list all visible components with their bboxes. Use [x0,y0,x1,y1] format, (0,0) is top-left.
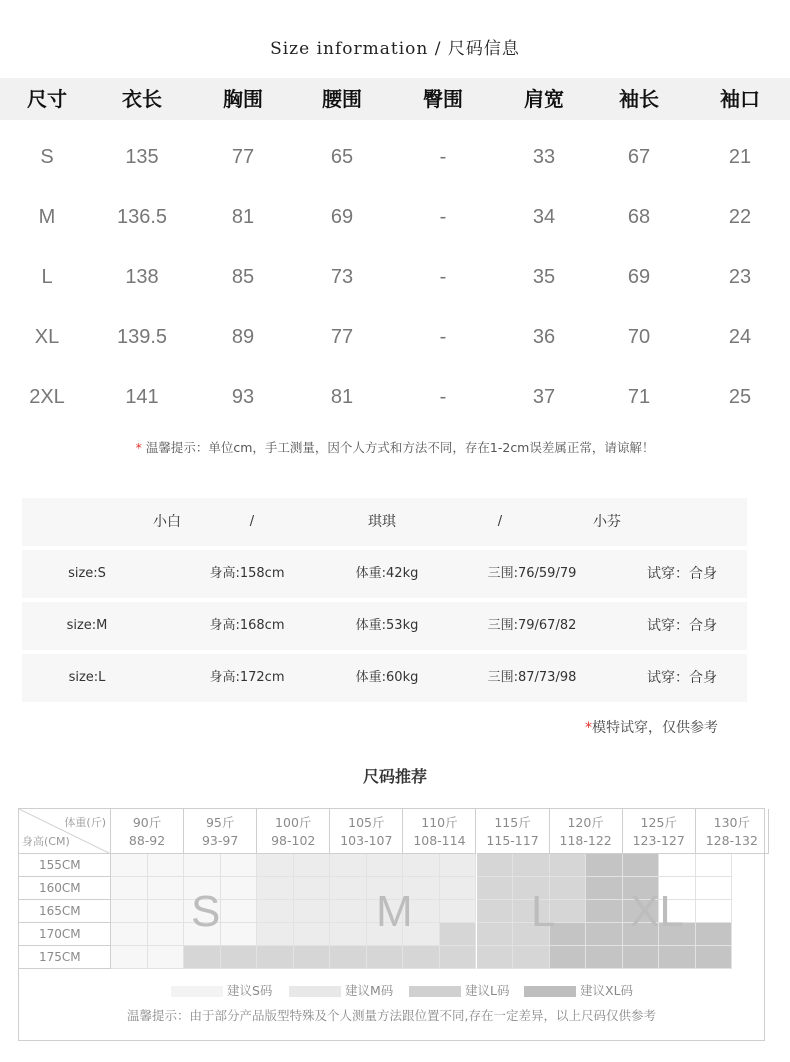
grid-cell-m [294,900,331,923]
grid-cell-xl [586,900,623,923]
model-note-text: 模特试穿，仅供参考 [592,720,718,736]
model-fit-table [22,498,747,701]
model-weight: 体重:42kg [355,566,419,581]
grid-cell-empty [659,854,696,877]
size-row [0,307,790,367]
weight-range: 93-97 [201,833,239,848]
cell-sleeve-length: 71 [627,386,651,408]
cell-bust: 89 [231,326,255,348]
grid-cell-xl [586,877,623,900]
grid-cell-m [367,854,404,877]
grid-cell-l [440,923,477,946]
grid-cell-l [513,854,550,877]
cell-waist: 73 [330,266,354,288]
grid-cell-l [330,946,367,969]
header-hip: 臀围 [423,87,463,111]
legend-swatch-m [289,986,341,997]
model-row [22,654,747,702]
grid-cell-m [294,854,331,877]
model-note [585,717,718,737]
header-waist: 腰围 [322,87,362,111]
grid-cell-empty [696,900,733,923]
cell-shoulder: 37 [532,386,556,408]
corner-weight-label: 体重(斤) [64,816,106,829]
model-size: size:S [68,566,106,581]
height-label: 155CM [19,854,111,877]
grid-cell-m [257,854,294,877]
model-height: 身高:158cm [209,566,285,581]
weight-jin: 90斤 [132,815,162,830]
model-name-3: 小芬 [593,514,621,530]
grid-cell-s [111,877,148,900]
size-zone-letter: L [531,887,556,936]
cell-length: 135 [125,146,159,168]
cell-bust: 81 [231,206,255,228]
grid-cell-xl [696,946,733,969]
weight-range: 108-114 [413,833,466,848]
corner-height-label: 身高(CM) [22,835,70,848]
model-fit: 试穿：合身 [647,670,717,686]
legend-label-xl: 建议XL码 [580,983,634,998]
weight-jin: 100斤 [275,815,312,830]
grid-corner [19,809,111,854]
model-size: size:L [68,670,106,685]
height-label: 160CM [19,877,111,900]
grid-cell-s [221,923,258,946]
cell-bust: 85 [231,266,255,288]
grid-cell-xl [586,923,623,946]
grid-cell-l [221,946,258,969]
weight-range: 123-127 [632,833,685,848]
grid-cell-l [513,946,550,969]
model-separator-2: / [497,514,503,529]
model-measurements: 三围:79/67/82 [487,618,577,633]
grid-cell-s [221,877,258,900]
weight-range: 115-117 [486,833,539,848]
grid-cell-xl [550,946,587,969]
cell-size: 2XL [29,386,65,408]
cell-waist: 81 [330,386,354,408]
grid-cell-l [477,877,514,900]
cell-shoulder: 33 [532,146,556,168]
height-label: 170CM [19,923,111,946]
grid-cell-m [330,854,367,877]
cell-hip: - [439,146,447,168]
cell-waist: 69 [330,206,354,228]
weight-jin: 120斤 [567,815,604,830]
grid-cell-xl [659,946,696,969]
cell-bust: 77 [231,146,255,168]
grid-cell-m [440,877,477,900]
weight-jin: 115斤 [494,815,531,830]
legend-swatch-l [409,986,461,997]
grid-cell-m [294,923,331,946]
grid-cell-s [184,854,221,877]
grid-cell-l [184,946,221,969]
cell-sleeve-length: 70 [627,326,651,348]
header-cuff: 袖口 [720,87,760,111]
weight-header [403,809,476,854]
grid-cell-l [477,923,514,946]
weight-jin: 110斤 [421,815,458,830]
legend-swatch-xl [524,986,576,997]
size-table-header [0,78,790,120]
measurement-note [0,438,790,456]
size-legend [19,981,764,1001]
grid-cell-xl [623,946,660,969]
size-row [0,247,790,307]
grid-cell-l [257,946,294,969]
cell-shoulder: 34 [532,206,556,228]
cell-length: 138 [125,266,159,288]
size-recommend-chart [18,808,765,1041]
weight-range: 88-92 [128,833,166,848]
size-row [0,187,790,247]
cell-length: 136.5 [116,206,168,228]
cell-cuff: 25 [728,386,752,408]
model-names-row [22,498,747,546]
legend-label-m: 建议M码 [345,983,394,998]
grid-cell-m [330,923,367,946]
cell-hip: - [439,326,447,348]
model-fit: 试穿：合身 [647,618,717,634]
grid-cell-l [477,854,514,877]
cell-waist: 77 [330,326,354,348]
cell-length: 141 [125,386,159,408]
cell-size: M [38,206,56,228]
cell-cuff: 24 [728,326,752,348]
grid-cell-l [403,946,440,969]
cell-sleeve-length: 67 [627,146,651,168]
grid-cell-s [111,923,148,946]
note-text: 温馨提示：单位cm，手工测量，因个人方式和方法不同，存在1-2cm误差属正常，请谅解！ [141,440,655,455]
legend-label-l: 建议L码 [465,983,510,998]
weight-header [477,809,550,854]
grid-cell-m [440,900,477,923]
weight-header [550,809,623,854]
legend-label-s: 建议S码 [227,983,273,998]
note-star: * [135,440,142,455]
grid-cell-l [294,946,331,969]
weight-header [623,809,696,854]
weight-range: 128-132 [705,833,758,848]
size-row [0,127,790,187]
grid-cell-m [257,877,294,900]
weight-range: 103-107 [340,833,393,848]
weight-header [184,809,257,854]
weight-jin: 130斤 [713,815,751,830]
model-separator-1: / [249,514,255,529]
cell-cuff: 21 [728,146,752,168]
cell-waist: 65 [330,146,354,168]
model-height: 身高:168cm [209,618,285,633]
grid-cell-xl [696,923,733,946]
cell-cuff: 23 [728,266,752,288]
weight-range: 118-122 [559,833,612,848]
grid-cell-s [148,923,185,946]
weight-header [257,809,330,854]
grid-cell-m [330,900,367,923]
weight-jin: 95斤 [205,815,235,830]
model-size: size:M [66,618,108,633]
grid-cell-s [148,900,185,923]
header-length: 衣长 [122,87,162,111]
cell-size: XL [34,326,60,348]
cell-sleeve-length: 68 [627,206,651,228]
model-name-1: 小白 [153,514,181,530]
grid-cell-l [477,900,514,923]
grid-cell-l [440,946,477,969]
model-measurements: 三围:76/59/79 [487,566,577,581]
weight-header [330,809,403,854]
header-size: 尺寸 [27,87,67,111]
model-row [22,602,747,650]
grid-cell-l [550,854,587,877]
model-height: 身高:172cm [209,670,285,685]
cell-bust: 93 [231,386,255,408]
weight-jin: 105斤 [348,815,385,830]
grid-cell-m [403,854,440,877]
weight-jin: 125斤 [640,815,677,830]
grid-cell-l [367,946,404,969]
model-weight: 体重:53kg [355,618,419,633]
grid-cell-m [294,877,331,900]
grid-cell-l [477,946,514,969]
grid-cell-s [111,854,148,877]
grid-cell-s [148,946,185,969]
cell-hip: - [439,206,447,228]
cell-shoulder: 35 [532,266,556,288]
legend-swatch-s [171,986,223,997]
grid-cell-empty [696,877,733,900]
grid-cell-xl [586,854,623,877]
recommend-note: 温馨提示：由于部分产品版型特殊及个人测量方法跟位置不同,存在一定差异，以上尺码仅供参考 [127,1008,656,1023]
header-bust: 胸围 [223,87,263,111]
cell-hip: - [439,266,447,288]
grid-cell-m [257,900,294,923]
cell-hip: - [439,386,447,408]
model-row [22,550,747,598]
grid-cell-xl [623,854,660,877]
cell-size: S [40,146,54,168]
recommend-title: 尺码推荐 [362,767,427,786]
weight-header [696,809,769,854]
header-sleeve-length: 袖长 [619,87,659,111]
model-weight: 体重:60kg [355,670,419,685]
model-note-star: * [585,720,592,736]
grid-cell-empty [696,854,733,877]
grid-cell-s [221,900,258,923]
model-name-2: 琪琪 [368,514,396,530]
size-zone-letter: M [376,887,413,936]
size-zone-letter: XL [630,887,684,936]
grid-cell-m [330,877,367,900]
cell-size: L [41,266,53,288]
grid-cell-s [111,900,148,923]
cell-length: 139.5 [116,326,168,348]
model-fit: 试穿：合身 [647,566,717,582]
cell-sleeve-length: 69 [627,266,651,288]
grid-cell-m [257,923,294,946]
grid-cell-s [221,854,258,877]
weight-range: 98-102 [271,833,316,848]
size-info-title: Size information / 尺码信息 [270,39,520,59]
grid-cell-s [111,946,148,969]
grid-cell-xl [586,946,623,969]
size-zone-letter: S [191,887,221,936]
cell-shoulder: 36 [532,326,556,348]
grid-cell-m [440,854,477,877]
cell-cuff: 22 [728,206,752,228]
header-shoulder: 肩宽 [524,87,564,111]
grid-cell-s [148,854,185,877]
model-measurements: 三围:87/73/98 [487,670,577,685]
height-label: 175CM [19,946,111,969]
weight-header [111,809,184,854]
size-row [0,367,790,427]
grid-cell-s [148,877,185,900]
height-label: 165CM [19,900,111,923]
